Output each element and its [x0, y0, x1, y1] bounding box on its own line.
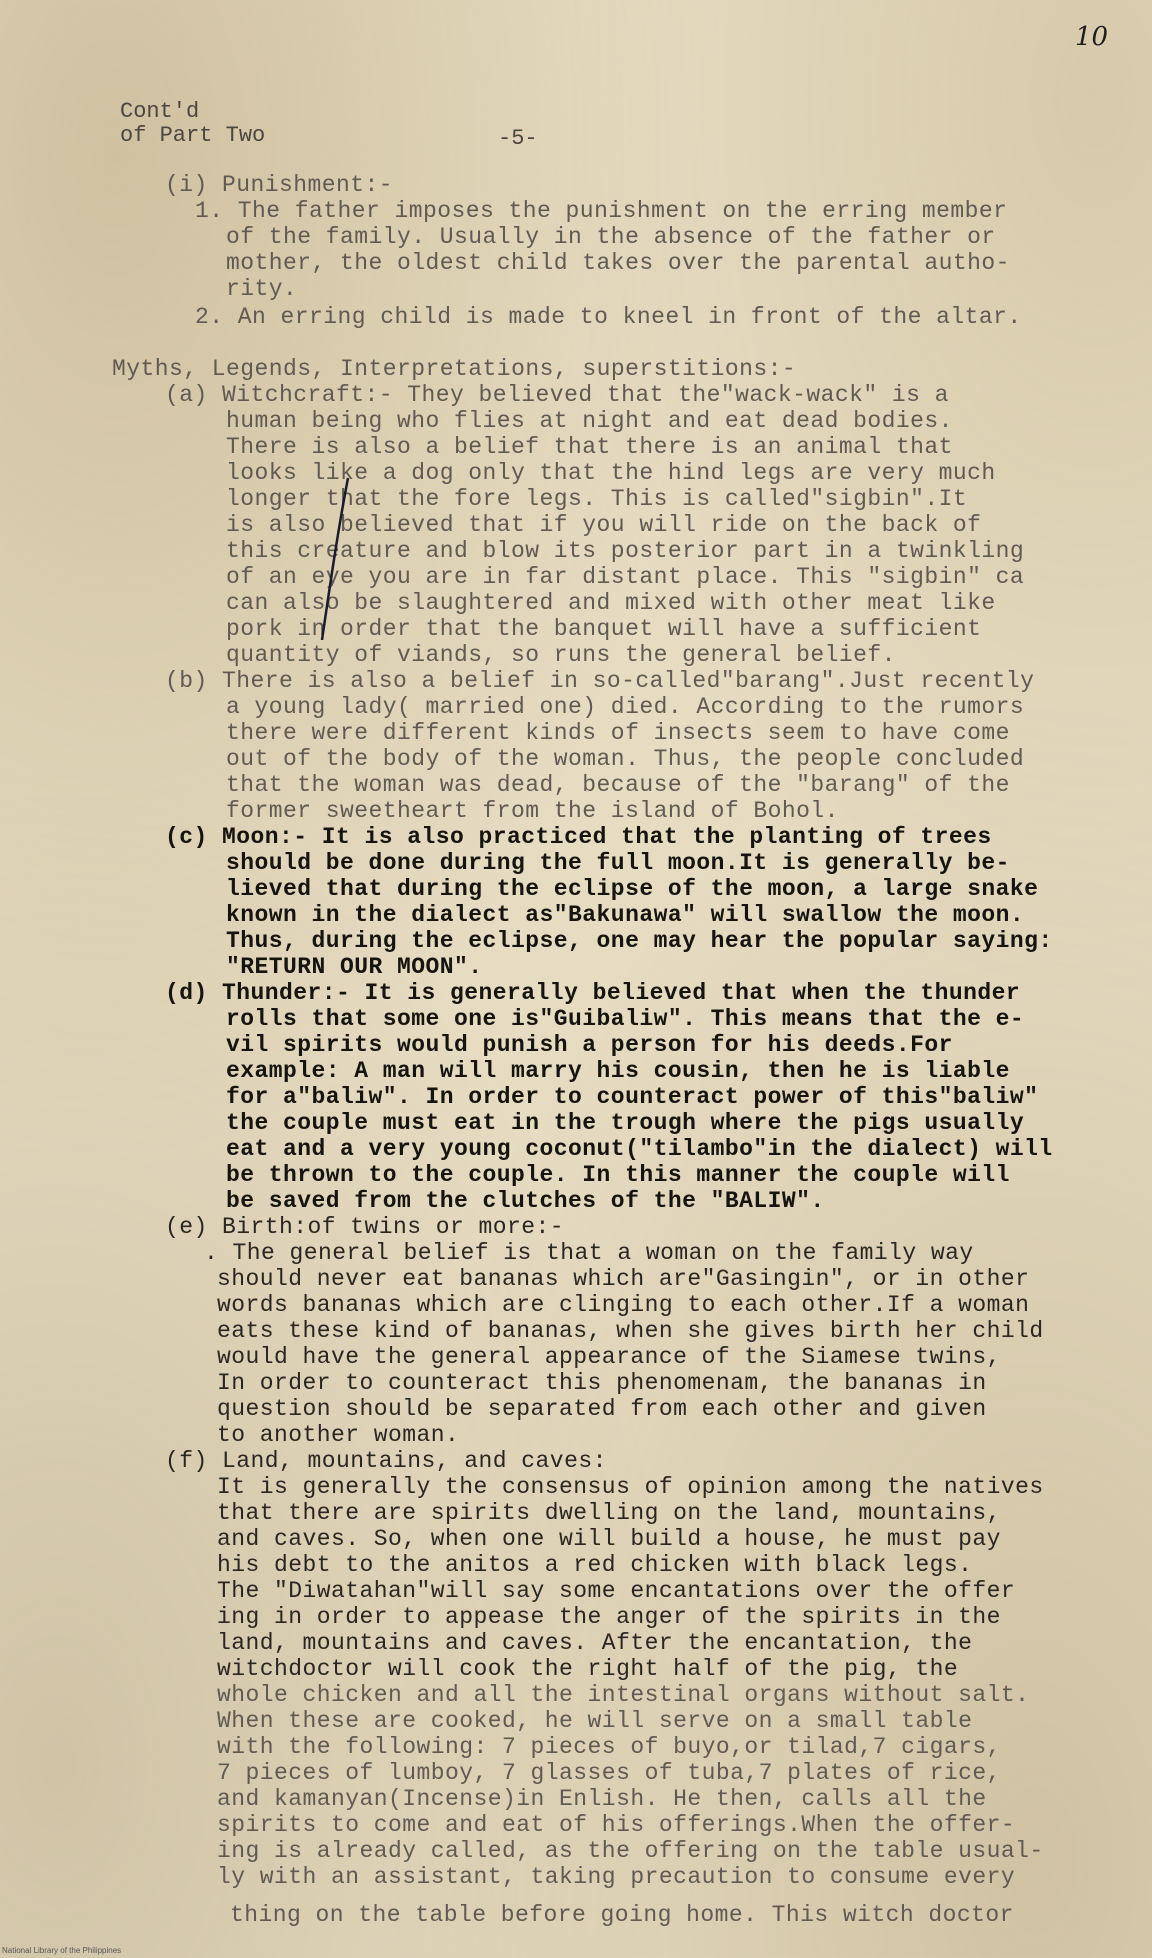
page-header [120, 99, 538, 151]
text-line: land, mountains and caves. After the encantation, the [217, 1630, 973, 1656]
text-line: former sweetheart from the island of Bohol. [226, 798, 839, 824]
text-line: (a) Witchcraft:- They believed that the"wack-wack" is a [165, 382, 949, 408]
text-line: vil spirits would punish a person for his deeds.For [226, 1032, 953, 1058]
text-line: should never eat bananas which are"Gasingin", or in other [217, 1266, 1030, 1292]
text-line: be saved from the clutches of the "BALIW". [226, 1188, 825, 1214]
text-line: When these are cooked, he will serve on a small table [217, 1708, 973, 1734]
text-line: eats these kind of bananas, when she gives birth her child [217, 1318, 1044, 1344]
text-line: "RETURN OUR MOON". [226, 954, 483, 980]
text-line: can also be slaughtered and mixed with other meat like [226, 590, 996, 616]
text-line: be thrown to the couple. In this manner the couple will [226, 1162, 1010, 1188]
text-line: should be done during the full moon.It is generally be- [226, 850, 1010, 876]
text-line: example: A man will marry his cousin, then he is liable [226, 1058, 1010, 1084]
text-line: lieved that during the eclipse of the moon, a large snake [226, 876, 1039, 902]
text-line: spirits to come and eat of his offerings.When the offer- [217, 1812, 1016, 1838]
text-line: that the woman was dead, because of the "barang" of the [226, 772, 1010, 798]
text-line: mother, the oldest child takes over the parental autho- [226, 250, 1010, 276]
text-line: The "Diwatahan"will say some encantations over the offer [217, 1578, 1016, 1604]
header-contd: Cont'd [120, 99, 200, 124]
text-line: with the following: 7 pieces of buyo,or tilad,7 cigars, [217, 1734, 1001, 1760]
text-line: would have the general appearance of the Siamese twins, [217, 1344, 1001, 1370]
text-line: and caves. So, when one will build a house, he must pay [217, 1526, 1001, 1552]
header-page-number: -5- [498, 126, 538, 151]
text-line: there were different kinds of insects seem to have come [226, 720, 1010, 746]
text-line: is also believed that if you will ride on the back of [226, 512, 982, 538]
header-part: of Part Two [120, 123, 266, 148]
text-line: (b) There is also a belief in so-called"barang".Just recently [165, 668, 1035, 694]
text-line: his debt to the anitos a red chicken with black legs. [217, 1552, 973, 1578]
text-line: pork in order that the banquet will have a sufficient [226, 616, 982, 642]
text-line: 7 pieces of lumboy, 7 glasses of tuba,7 plates of rice, [217, 1760, 1001, 1786]
text-line: (d) Thunder:- It is generally believed that when the thunder [165, 980, 1021, 1006]
text-line: ing is already called, as the offering on the table usual- [217, 1838, 1044, 1864]
text-line: that there are spirits dwelling on the land, mountains, [217, 1500, 1001, 1526]
text-line: It is generally the consensus of opinion among the natives [217, 1474, 1044, 1500]
text-line: witchdoctor will cook the right half of the pig, the [217, 1656, 959, 1682]
text-line: 2. An erring child is made to kneel in front of the altar. [195, 304, 1022, 330]
text-line: eat and a very young coconut("tilambo"in the dialect) will [226, 1136, 1053, 1162]
text-line: and kamanyan(Incense)in Enlish. He then, calls all the [217, 1786, 987, 1812]
text-line: question should be separated from each other and given [217, 1396, 987, 1422]
text-line: of an eye you are in far distant place. This "sigbin" ca [226, 564, 1025, 590]
text-line: ing in order to appease the anger of the spirits in the [217, 1604, 1001, 1630]
text-line: (i) Punishment:- [165, 172, 394, 198]
text-line: (c) Moon:- It is also practiced that the planting of trees [165, 824, 992, 850]
text-line: (f) Land, mountains, and caves: [165, 1448, 607, 1474]
text-line: this creature and blow its posterior part in a twinkling [226, 538, 1025, 564]
text-line: words bananas which are clinging to each other.If a woman [217, 1292, 1030, 1318]
text-line: In order to counteract this phenomenam, the bananas in [217, 1370, 987, 1396]
text-line: Thus, during the eclipse, one may hear the popular saying: [226, 928, 1053, 954]
text-line: the couple must eat in the trough where the pigs usually [226, 1110, 1025, 1136]
text-line: human being who flies at night and eat dead bodies. [226, 408, 953, 434]
text-line: to another woman. [217, 1422, 460, 1448]
text-line: whole chicken and all the intestinal organs without salt. [217, 1682, 1030, 1708]
text-line: thing on the table before going home. This witch doctor [230, 1902, 1014, 1928]
text-line: (e) Birth:of twins or more:- [165, 1214, 565, 1240]
text-line: quantity of viands, so runs the general belief. [226, 642, 896, 668]
text-line: looks like a dog only that the hind legs are very much [226, 460, 996, 486]
text-line: ly with an assistant, taking precaution to consume every [217, 1864, 1016, 1890]
text-line: . The general belief is that a woman on the family way [204, 1240, 974, 1266]
text-line: 1. The father imposes the punishment on the erring member [195, 198, 1008, 224]
text-line: longer that the fore legs. This is called"sigbin".It [226, 486, 968, 512]
handwritten-page-number: 10 [1075, 22, 1109, 52]
section-heading: Myths, Legends, Interpretations, superstitions:- [112, 356, 797, 382]
text-line: of the family. Usually in the absence of the father or [226, 224, 996, 250]
text-line: known in the dialect as"Bakunawa" will swallow the moon. [226, 902, 1025, 928]
text-line: rolls that some one is"Guibaliw". This means that the e- [226, 1006, 1025, 1032]
text-line: There is also a belief that there is an animal that [226, 434, 953, 460]
text-line: for a"baliw". In order to counteract power of this"baliw" [226, 1084, 1039, 1110]
text-line: a young lady( married one) died. According to the rumors [226, 694, 1025, 720]
text-line: out of the body of the woman. Thus, the people concluded [226, 746, 1025, 772]
archive-footer: National Library of the Philippines [2, 1946, 122, 1955]
text-line: rity. [226, 276, 298, 302]
